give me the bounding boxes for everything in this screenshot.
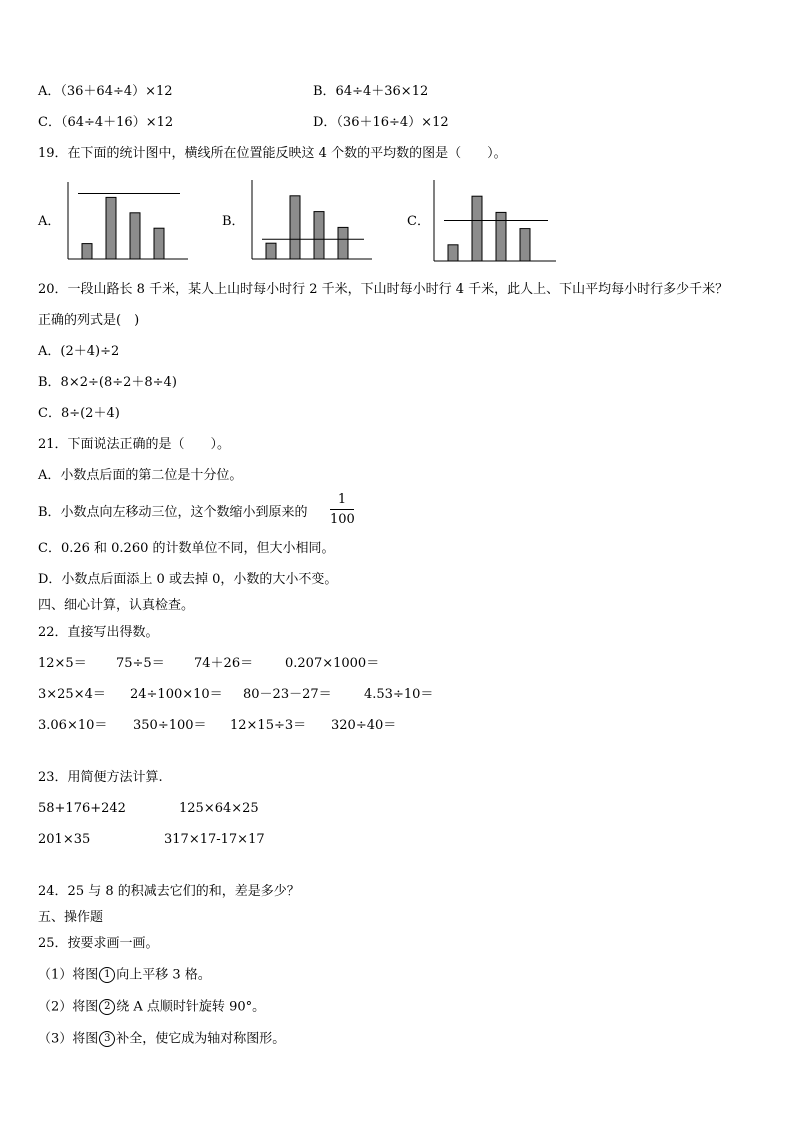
calc-item: 3.06×10＝ — [38, 718, 108, 733]
step-1-prefix: （1）将图 — [38, 967, 99, 983]
bar — [82, 244, 92, 259]
q25-step-3 — [38, 1031, 285, 1048]
q19-label-b: B． — [222, 214, 245, 229]
q20-sub: 正确的列式是( ) — [38, 313, 140, 328]
bar — [154, 228, 164, 259]
q18-option-c: C．（64÷4＋16）×12 — [38, 115, 174, 130]
bar-chart-a — [60, 180, 190, 262]
q22-stem: 22．直接写出得数。 — [38, 625, 159, 640]
q18-option-a: A．（36＋64÷4）×12 — [38, 84, 173, 99]
step-2-prefix: （2）将图 — [38, 999, 99, 1015]
fraction-numerator: 1 — [337, 492, 347, 507]
q19-stem: 19．在下面的统计图中，横线所在位置能反映这 4 个数的平均数的图是（ ）。 — [38, 146, 507, 161]
calc-item: 350÷100＝ — [133, 718, 207, 733]
calc-item: 12×5＝ — [38, 656, 87, 671]
step-3-text: 补全，使它成为轴对称图形。 — [116, 1031, 286, 1047]
q25-stem: 25．按要求画一画。 — [38, 936, 159, 951]
q21-option-c: C．0.26 和 0.260 的计数单位不同，但大小相同。 — [38, 541, 335, 556]
bar — [448, 245, 458, 261]
calc-item: 80－23－27＝ — [243, 687, 332, 702]
bar — [472, 196, 482, 261]
q24-stem: 24．25 与 8 的积减去它们的和，差是多少？ — [38, 884, 300, 899]
q25-step-2 — [38, 999, 265, 1016]
circled-number-3: 3 — [99, 1031, 115, 1047]
q20-option-c: C．8÷(2＋4) — [38, 406, 120, 421]
bar — [496, 212, 506, 261]
calc-item: 4.53÷10＝ — [364, 687, 434, 702]
calc-item: 12×15÷3＝ — [230, 718, 307, 733]
bar — [520, 229, 530, 261]
q18-option-b: B．64÷4＋36×12 — [313, 84, 429, 99]
calc-item: 0.207×1000＝ — [285, 656, 380, 671]
bar-chart-c — [426, 178, 558, 264]
q20-option-b: B．8×2÷(8÷2＋8÷4) — [38, 375, 177, 390]
q19-label-c: C． — [407, 214, 430, 229]
q21-option-a: A．小数点后面的第二位是十分位。 — [38, 468, 243, 483]
step-2-text: 绕 A 点顺时针旋转 90°。 — [116, 999, 266, 1015]
calc-item: 75÷5＝ — [116, 656, 165, 671]
fraction-denominator: 100 — [330, 512, 355, 527]
bar — [338, 227, 348, 259]
calc-item: 24÷100×10＝ — [130, 687, 223, 702]
q19-label-a: A． — [38, 214, 61, 229]
calc-item: 74＋26＝ — [194, 656, 254, 671]
q21-option-d: D．小数点后面添上 0 或去掉 0，小数的大小不变。 — [38, 572, 338, 587]
circled-number-2: 2 — [99, 999, 115, 1015]
bar — [266, 243, 276, 259]
q23-stem: 23．用简便方法计算. — [38, 770, 163, 785]
q25-step-1 — [38, 967, 211, 984]
section-5-title: 五、操作题 — [38, 910, 104, 925]
q21-stem: 21．下面说法正确的是（ ）。 — [38, 437, 231, 452]
bar — [130, 213, 140, 259]
simplify-item: 58+176+242 — [38, 801, 126, 816]
step-3-prefix: （3）将图 — [38, 1031, 99, 1047]
calc-item: 320÷40＝ — [331, 718, 397, 733]
simplify-item: 317×17-17×17 — [164, 832, 265, 847]
q18-option-d: D．（36＋16÷4）×12 — [313, 115, 449, 130]
q20-option-a: A．(2＋4)÷2 — [38, 344, 120, 359]
bar-chart-b — [244, 178, 374, 262]
bar — [314, 212, 324, 259]
section-4-title: 四、细心计算，认真检查。 — [38, 598, 195, 613]
circled-number-1: 1 — [99, 967, 115, 983]
simplify-item: 201×35 — [38, 832, 91, 847]
q21-fraction — [330, 492, 354, 527]
q20-stem: 20．一段山路长 8 千米，某人上山时每小时行 2 千米，下山时每小时行 4 千米，此人上、下山平均每小时行多少千米？ — [38, 282, 729, 297]
bar — [290, 196, 300, 259]
simplify-item: 125×64×25 — [179, 801, 259, 816]
bar — [106, 197, 116, 259]
calc-item: 3×25×4＝ — [38, 687, 106, 702]
q21-option-b: B．小数点向左移动三位，这个数缩小到原来的 — [38, 505, 308, 520]
step-1-text: 向上平移 3 格。 — [116, 967, 211, 983]
